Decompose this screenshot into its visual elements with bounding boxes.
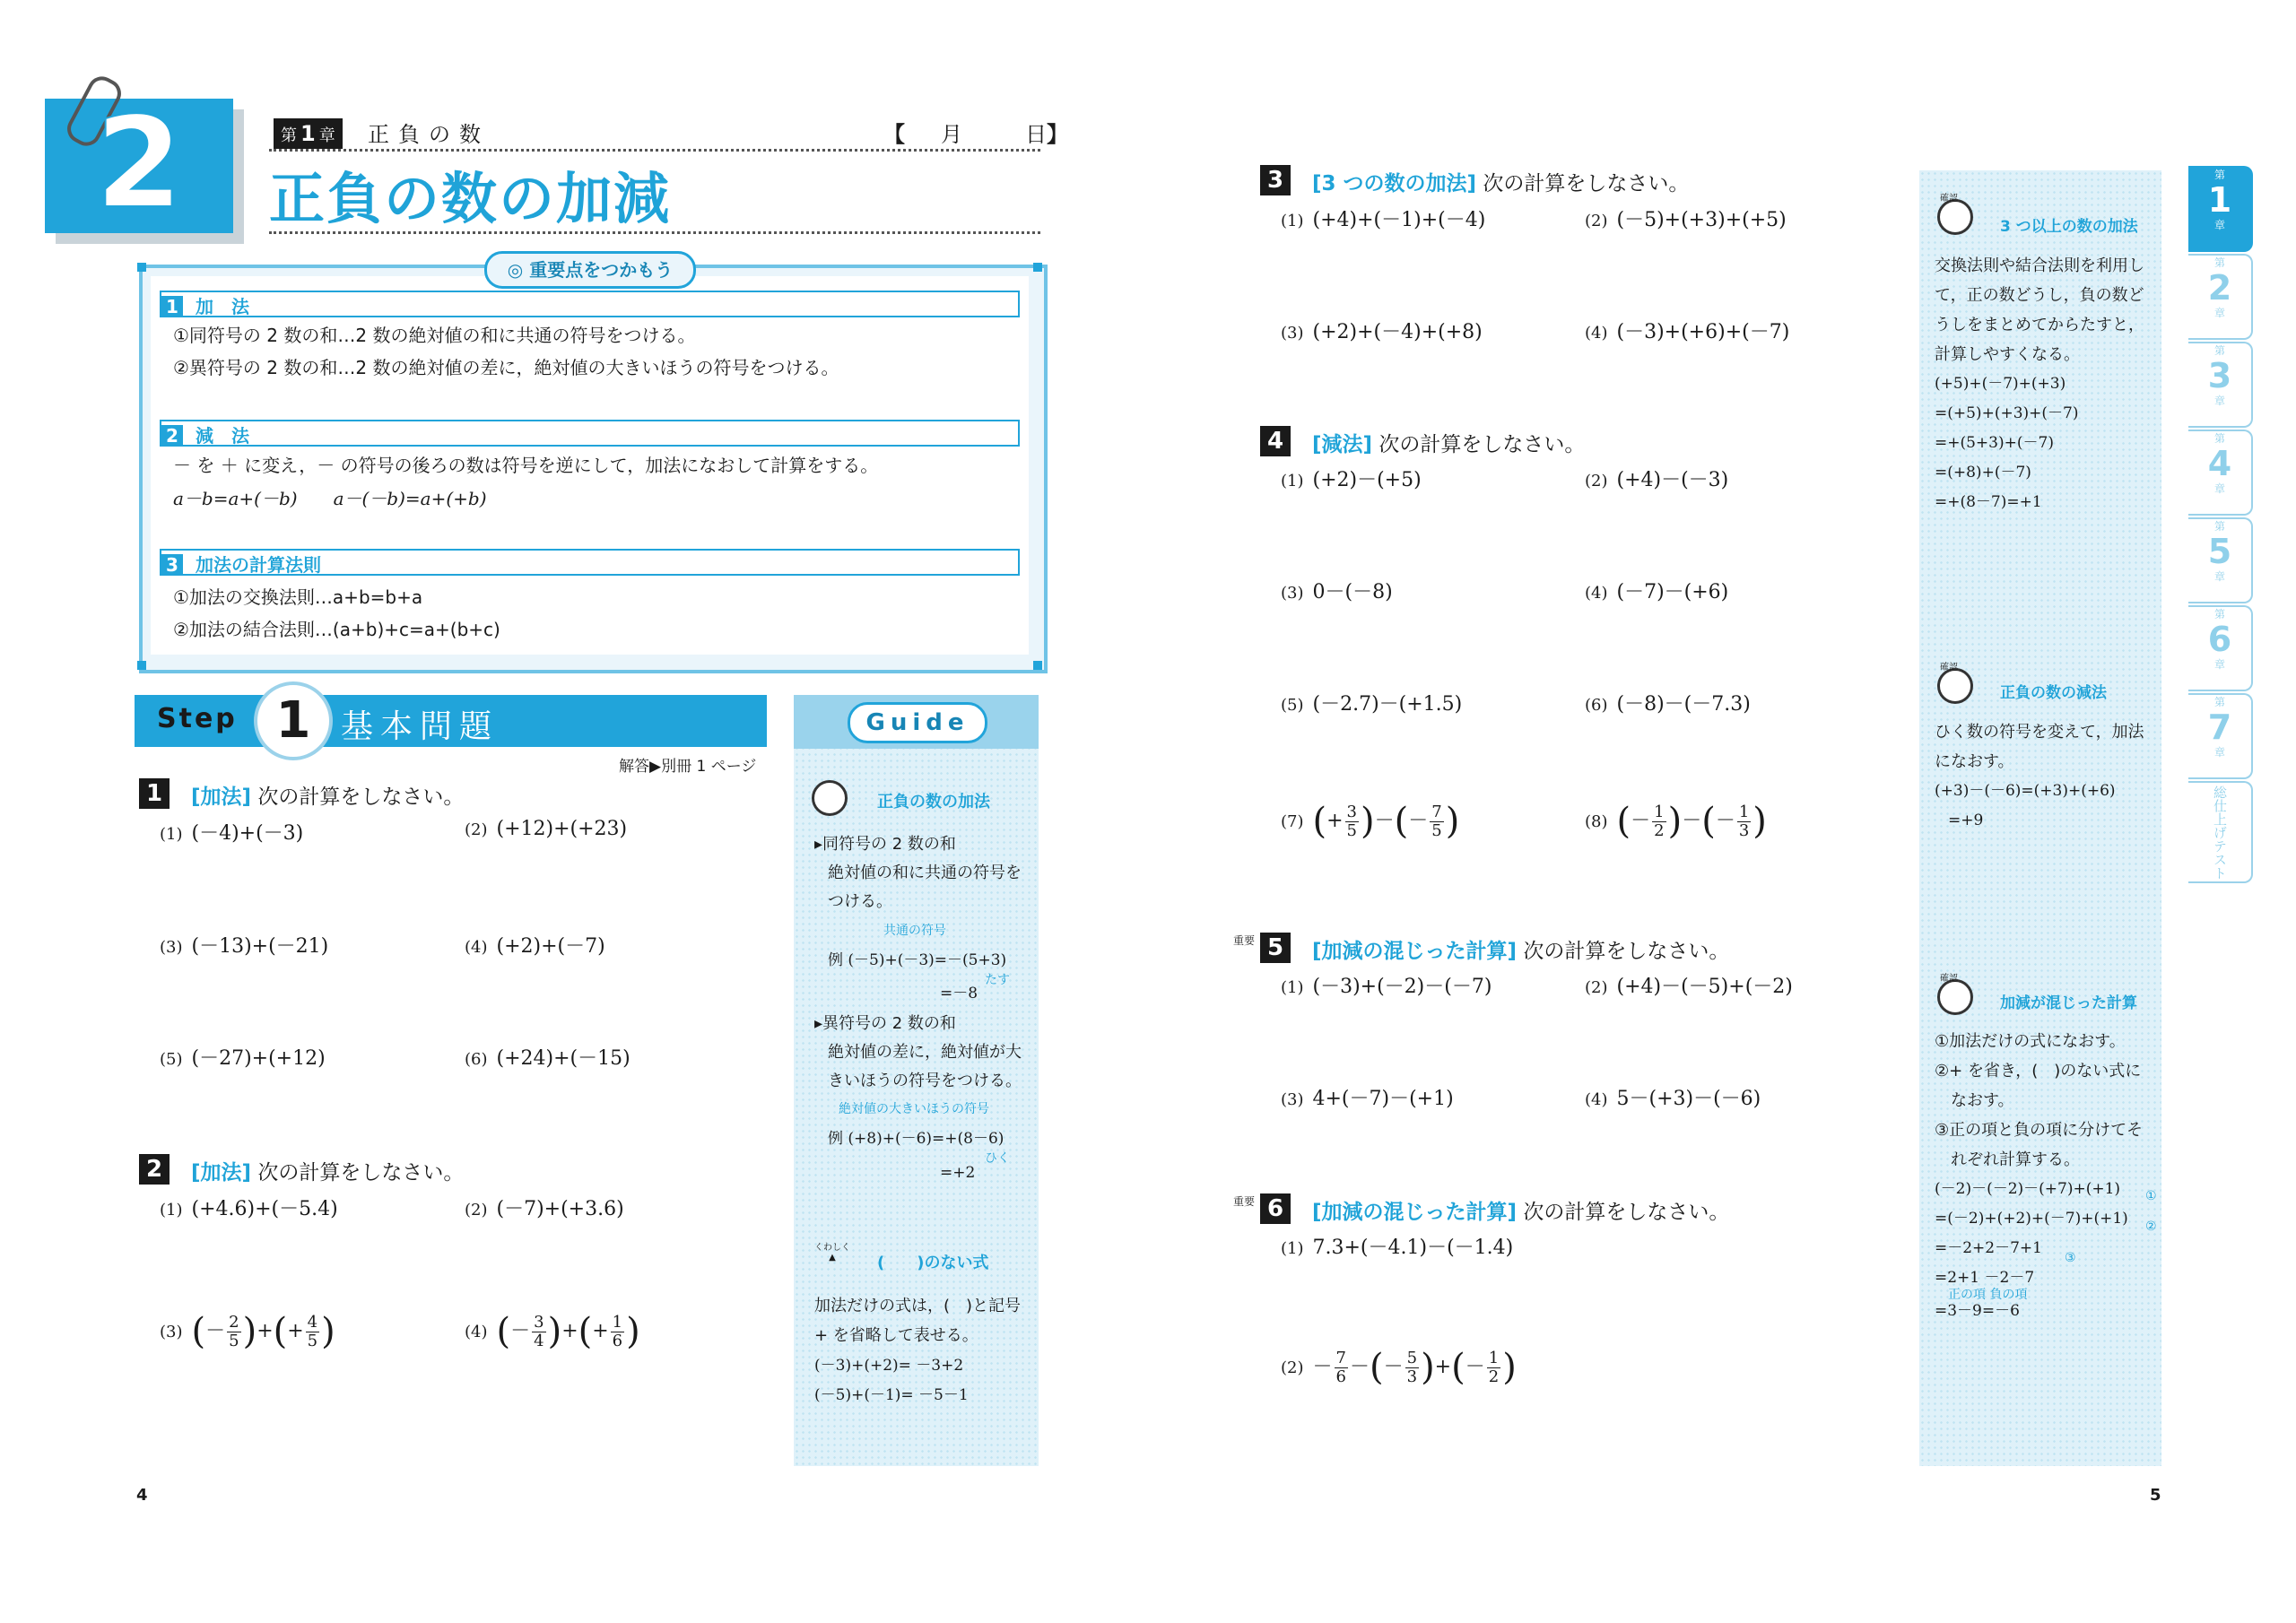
guide-note: 絶対値の大きいほうの符号 bbox=[839, 1102, 989, 1116]
problem-item: (8) (－ $\frac{1}{2}$ )－(－ $\frac{1}{3}$ ) bbox=[1585, 801, 1767, 842]
hint-line: 計算しやすくなる。 bbox=[1935, 345, 2080, 364]
hint-math: (+3)－(－6)=(+3)+(+6) bbox=[1935, 782, 2116, 800]
step-mark: ① bbox=[2145, 1189, 2157, 1203]
hint-math: =－2+2－7+1 bbox=[1935, 1239, 2042, 1257]
kp-line: ②異符号の 2 数の和…2 数の絶対値の差に，絶対値の大きいほうの符号をつける。 bbox=[173, 357, 839, 378]
problem-heading: [加法] 次の計算をしなさい。 bbox=[191, 785, 465, 809]
header-rule bbox=[269, 149, 1040, 152]
guide-title: Guide bbox=[848, 702, 987, 743]
hint-heading: 正負の数の減法 bbox=[2000, 684, 2107, 702]
answer-reference: 解答▶別冊 1 ページ bbox=[619, 758, 757, 776]
guide-line: つける。 bbox=[828, 892, 892, 911]
chapter-tab-6[interactable]: 第 6 章 bbox=[2188, 605, 2253, 691]
kp-line: ①同符号の 2 数の和…2 数の絶対値の和に共通の符号をつける。 bbox=[173, 325, 696, 346]
hint-math: =+(5+3)+(－7) bbox=[1935, 434, 2054, 452]
problem-item: (2) － $\frac{7}{6}$ －(－ $\frac{5}{3}$ )+(－ $\frac{1}{2}$ ) bbox=[1281, 1347, 1517, 1388]
page-number-right: 5 bbox=[2150, 1486, 2161, 1505]
problem-number: 3 bbox=[1260, 165, 1291, 195]
hint-math: =(+8)+(－7) bbox=[1935, 464, 2031, 482]
problem-item: (2) (+4)－(－5)+(－2) bbox=[1585, 976, 1793, 998]
guide-line: 絶対値の差に，絶対値が大 bbox=[828, 1043, 1022, 1062]
chapter-tab-2[interactable]: 第 2 章 bbox=[2188, 254, 2253, 340]
hint-line: なおす。 bbox=[1951, 1091, 2014, 1110]
final-test-tab[interactable]: 総仕上げテスト bbox=[2188, 781, 2253, 883]
problem-number: 6 bbox=[1260, 1193, 1291, 1224]
problem-item: (2) (－5)+(+3)+(+5) bbox=[1585, 209, 1787, 231]
magnifier-icon bbox=[812, 780, 848, 816]
problem-heading: [加法] 次の計算をしなさい。 bbox=[191, 1161, 465, 1185]
problem-item: (3) 4+(－7)－(+1) bbox=[1281, 1088, 1454, 1110]
confirm-label: 確認 bbox=[1940, 974, 1958, 984]
magnifier-icon bbox=[1937, 668, 1973, 704]
problem-heading: [加減の混じった計算] 次の計算をしなさい。 bbox=[1312, 940, 1730, 963]
problem-item: (2) (+12)+(+23) bbox=[465, 818, 628, 840]
hint-line: になおす。 bbox=[1935, 752, 2014, 771]
problem-item: (2) (+4)－(－3) bbox=[1585, 469, 1729, 491]
problem-item: (7) (+ $\frac{3}{5}$ )－(－ $\frac{7}{5}$ ) bbox=[1281, 801, 1460, 842]
hint-math: (+5)+(－7)+(+3) bbox=[1935, 375, 2066, 393]
problem-item: (1) (－4)+(－3) bbox=[160, 822, 304, 845]
hint-heading: 加減が混じった計算 bbox=[2000, 994, 2137, 1012]
hint-line: れぞれ計算する。 bbox=[1951, 1150, 2080, 1169]
problem-item: (1) 7.3+(－4.1)－(－1.4) bbox=[1281, 1237, 1514, 1259]
problem-item: (1) (+4.6)+(－5.4) bbox=[160, 1198, 338, 1220]
magnifier-icon bbox=[1937, 979, 1973, 1015]
title-rule bbox=[269, 231, 1040, 234]
hint-line: て，正の数どうし，負の数ど bbox=[1935, 286, 2144, 305]
kp-section-3: 3 加法の計算法則 bbox=[160, 549, 1020, 576]
problem-item: (4) (+2)+(－7) bbox=[465, 935, 605, 958]
hint-math: =3－9=－6 bbox=[1935, 1302, 2020, 1320]
problem-item: (5) (－2.7)－(+1.5) bbox=[1281, 693, 1463, 716]
corner-mark bbox=[1033, 263, 1042, 272]
problem-item: (4) 5－(+3)－(－6) bbox=[1585, 1088, 1761, 1110]
problem-number: 2 bbox=[139, 1154, 170, 1185]
guide-line: + を省略して表せる。 bbox=[814, 1326, 978, 1345]
guide-example: =+2 bbox=[940, 1164, 976, 1182]
important-icon: 重要 bbox=[1233, 1195, 1256, 1208]
step-mark: ③ bbox=[2065, 1251, 2076, 1265]
problem-heading: [加減の混じった計算] 次の計算をしなさい。 bbox=[1312, 1201, 1730, 1224]
guide-note: たす bbox=[985, 973, 1010, 987]
problem-item: (5) (－27)+(+12) bbox=[160, 1047, 326, 1070]
lesson-number: 2 bbox=[95, 91, 183, 237]
hint-heading: 3 つ以上の数の加法 bbox=[2000, 218, 2138, 236]
hint-math: =+9 bbox=[1948, 812, 1984, 829]
problem-item: (6) (－8)－(－7.3) bbox=[1585, 693, 1751, 716]
hint-math: =2+1 －2－7 bbox=[1935, 1269, 2035, 1287]
chapter-tab-3[interactable]: 第 3 章 bbox=[2188, 342, 2253, 428]
guide-line: きいほうの符号をつける。 bbox=[828, 1072, 1022, 1090]
chapter-tab-5[interactable]: 第 5 章 bbox=[2188, 517, 2253, 603]
problem-number: 1 bbox=[139, 778, 170, 809]
chapter-tab-4[interactable]: 第 4 章 bbox=[2188, 430, 2253, 516]
chapter-tag: 第 1 章 bbox=[274, 118, 343, 149]
problem-item: (1) (+2)－(+5) bbox=[1281, 469, 1422, 491]
problem-item: (3) 0－(－8) bbox=[1281, 581, 1393, 603]
guide-line: ▸同符号の 2 数の和 bbox=[814, 835, 956, 854]
keypoints-title: ◎ 重要点をつかもう bbox=[484, 251, 696, 289]
problem-item: (3) (+2)+(－4)+(+8) bbox=[1281, 321, 1483, 343]
confirm-label: 確認 bbox=[1940, 194, 1958, 204]
problem-item: (2) (－7)+(+3.6) bbox=[465, 1198, 624, 1220]
kp-line: － を ＋ に変え，－ の符号の後ろの数は符号を逆にして，加法になおして計算をする。 bbox=[173, 455, 879, 476]
step-mark: ② bbox=[2145, 1219, 2157, 1234]
guide-example: 例 (+8)+(－6)=+(8－6) bbox=[828, 1130, 1004, 1148]
guide-heading: 正負の数の加法 bbox=[877, 793, 990, 812]
guide-line: ▸異符号の 2 数の和 bbox=[814, 1014, 956, 1033]
problem-item: (3) (－ $\frac{2}{5}$ )+(+ $\frac{4}{5}$ ) bbox=[160, 1311, 335, 1352]
guide-example: 例 (－5)+(－3)=－(5+3) bbox=[828, 951, 1007, 969]
problem-item: (4) (－3)+(+6)+(－7) bbox=[1585, 321, 1790, 343]
corner-mark bbox=[137, 263, 146, 272]
problem-item: (1) (－3)+(－2)－(－7) bbox=[1281, 976, 1492, 998]
problem-item: (6) (+24)+(－15) bbox=[465, 1047, 631, 1070]
guide-example: (－3)+(+2)= －3+2 bbox=[814, 1357, 964, 1375]
guide-example: (－5)+(－1)= －5－1 bbox=[814, 1386, 969, 1404]
hint-math: =(+5)+(+3)+(－7) bbox=[1935, 404, 2079, 422]
hint-line: ②+ を省き，( )のない式に bbox=[1935, 1062, 2142, 1081]
hint-line: 交換法則や結合法則を利用し bbox=[1935, 256, 2144, 275]
problem-heading: [減法] 次の計算をしなさい。 bbox=[1312, 433, 1586, 456]
guide-heading: ( )のない式 bbox=[877, 1254, 989, 1272]
confirm-label: 確認 bbox=[1940, 663, 1958, 673]
corner-mark bbox=[1033, 661, 1042, 670]
kp-line: ①加法の交換法則…a+b=b+a bbox=[173, 586, 423, 608]
problem-number: 4 bbox=[1260, 426, 1291, 456]
problem-item: (4) (－7)－(+6) bbox=[1585, 581, 1729, 603]
guide-example: =－8 bbox=[940, 985, 978, 1002]
kp-line: ②加法の結合法則…(a+b)+c=a+(b+c) bbox=[173, 619, 500, 640]
hint-note: 正の項 負の項 bbox=[1948, 1288, 2028, 1302]
hint-line: ③正の項と負の項に分けてそ bbox=[1935, 1121, 2144, 1140]
hint-math: =+(8－7)=+1 bbox=[1935, 493, 2042, 511]
hint-line: ①加法だけの式になおす。 bbox=[1935, 1032, 2126, 1051]
hint-math: =(－2)+(+2)+(－7)+(+1) bbox=[1935, 1210, 2128, 1228]
guide-line: 絶対値の和に共通の符号を bbox=[828, 864, 1022, 882]
chapter-tab-7[interactable]: 第 7 章 bbox=[2188, 693, 2253, 779]
problem-item: (3) (－13)+(－21) bbox=[160, 935, 329, 958]
hint-line: うしをまとめてからたすと， bbox=[1935, 316, 2144, 334]
guide-note: ひく bbox=[985, 1151, 1010, 1166]
date-box: 【 月 日】 bbox=[883, 122, 1068, 147]
problem-item: (4) (－ $\frac{3}{4}$ )+(+ $\frac{1}{6}$ ) bbox=[465, 1311, 640, 1352]
kp-section-1: 1 加 法 bbox=[160, 291, 1020, 317]
step-number: 1 bbox=[254, 681, 333, 760]
step-label: Step bbox=[157, 703, 238, 734]
kp-formula: a－b=a+(－b) a－(－b)=a+(+b) bbox=[173, 488, 487, 509]
page-number-left: 4 bbox=[136, 1486, 148, 1505]
chapter-tab-1[interactable]: 第 1 章 bbox=[2188, 166, 2253, 252]
guide-note: 共通の符号 bbox=[883, 924, 946, 938]
important-icon: 重要 bbox=[1233, 934, 1256, 947]
kp-section-2: 2 減 法 bbox=[160, 420, 1020, 447]
hint-line: ひく数の符号を変えて，加法 bbox=[1935, 723, 2144, 742]
corner-mark bbox=[137, 661, 146, 670]
hint-math: (－2)－(－2)－(+7)+(+1) bbox=[1935, 1180, 2121, 1198]
magnifier-icon bbox=[1937, 199, 1973, 235]
step-title: 基本問題 bbox=[341, 708, 500, 745]
problem-number: 5 bbox=[1260, 933, 1291, 963]
guide-line: 加法だけの式は，( )と記号 bbox=[814, 1297, 1022, 1315]
chapter-name: 正負の数 bbox=[368, 122, 490, 147]
graduation-cap-icon: くわしく ▲ bbox=[814, 1243, 850, 1263]
problem-heading: [3 つの数の加法] 次の計算をしなさい。 bbox=[1312, 172, 1690, 195]
problem-item: (1) (+4)+(－1)+(－4) bbox=[1281, 209, 1486, 231]
lesson-title: 正負の数の加減 bbox=[269, 166, 672, 231]
